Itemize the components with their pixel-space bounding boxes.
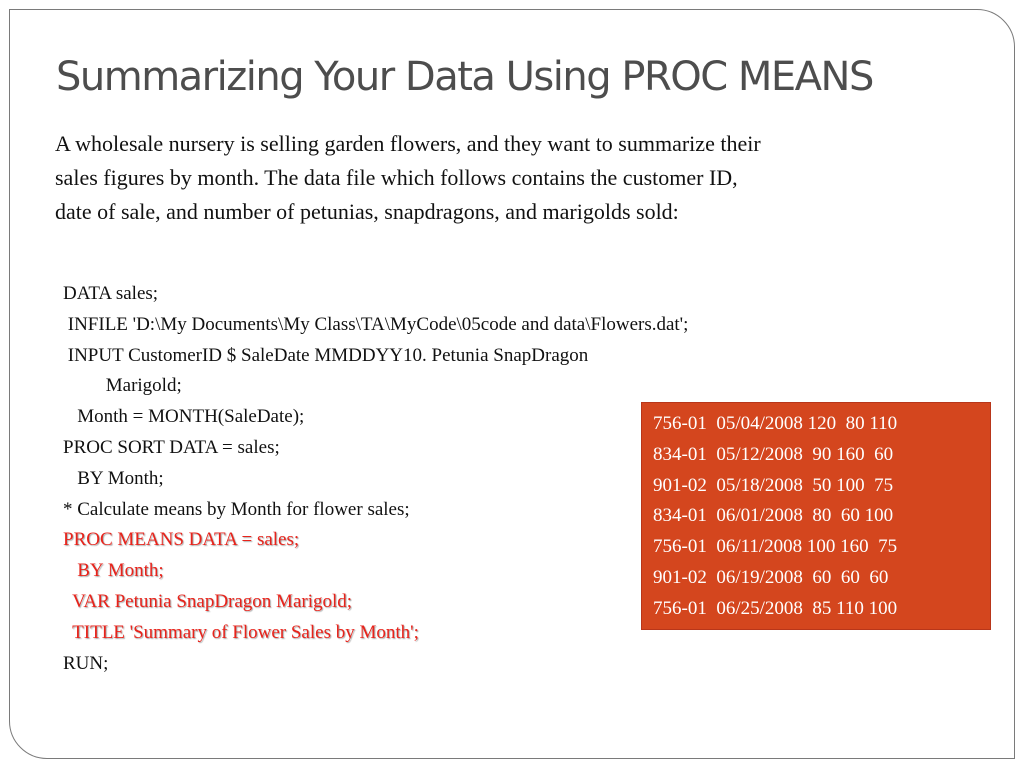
highlighted-code-line: BY Month; [63,560,164,582]
data-row: 756-01 06/11/2008 100 160 75 [653,536,898,558]
highlighted-code-line: VAR Petunia SnapDragon Marigold; [63,590,353,612]
code-line: INPUT CustomerID $ SaleDate MMDDYY10. Petunia SnapDragon [63,344,589,366]
code-line: INFILE 'D:\My Documents\My Class\TA\MyCode\05code and data\Flowers.dat'; [63,313,689,335]
intro-line: date of sale, and number of petunias, snapdragons, and marigolds sold: [55,199,679,224]
flowers-data-box [641,402,991,630]
slide-title: Summarizing Your Data Using PROC MEANS [56,54,873,100]
intro-paragraph [55,127,915,229]
data-row: 756-01 05/04/2008 120 80 110 [653,413,898,434]
code-line: Marigold; [63,375,182,397]
data-row: 901-02 06/19/2008 60 60 60 [653,566,889,588]
highlighted-code-line: PROC MEANS DATA = sales; [63,529,300,551]
code-line: BY Month; [63,467,164,489]
intro-line: A wholesale nursery is selling garden flowers, and they want to summarize their [55,131,761,156]
data-row: 834-01 06/01/2008 80 60 100 [653,505,894,527]
code-line: PROC SORT DATA = sales; [63,436,280,458]
data-row: 834-01 05/12/2008 90 160 60 [653,443,894,465]
highlighted-code-line: TITLE 'Summary of Flower Sales by Month'; [63,621,419,643]
data-row: 901-02 05/18/2008 50 100 75 [653,474,894,496]
code-line: DATA sales; [63,283,159,304]
code-line: RUN; [63,652,109,674]
intro-line: sales figures by month. The data file which follows contains the customer ID, [55,165,738,190]
sas-code-block [63,279,688,679]
code-line: Month = MONTH(SaleDate); [63,406,305,428]
data-row: 756-01 06/25/2008 85 110 100 [653,597,898,619]
code-comment-line: * Calculate means by Month for flower sales; [63,498,410,520]
slide-frame [9,9,1015,759]
